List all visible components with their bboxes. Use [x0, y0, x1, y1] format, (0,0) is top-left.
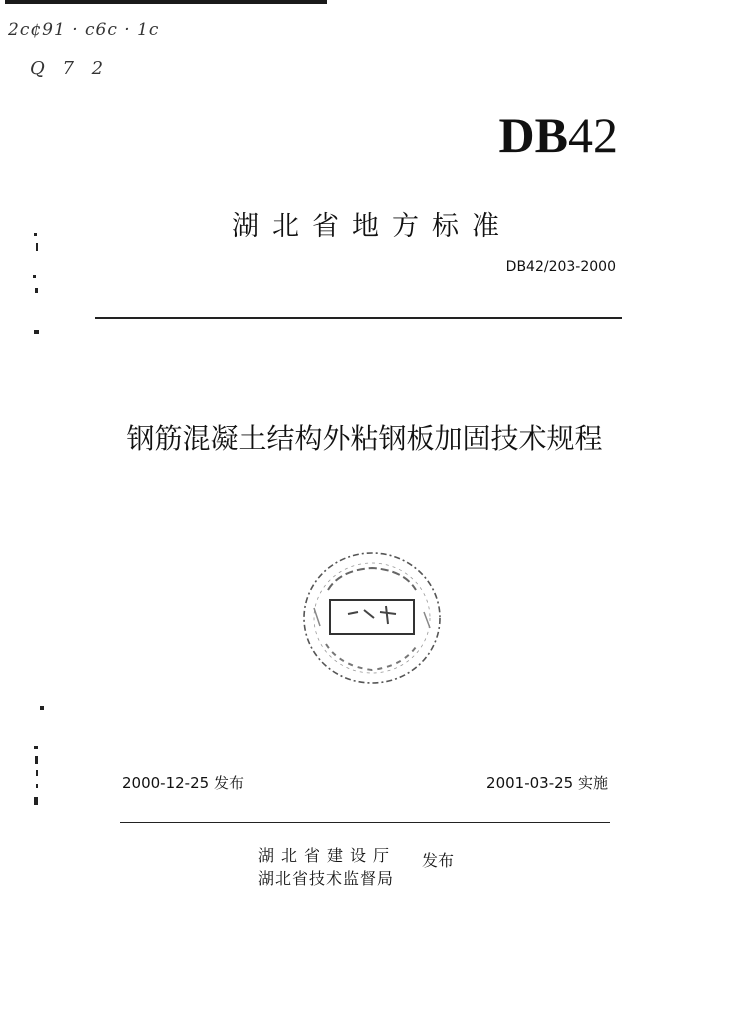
standard-category: 湖北省地方标准 — [232, 211, 512, 242]
standard-number: DB42/203-2000 — [505, 259, 616, 275]
standard-code — [498, 107, 618, 163]
handwritten-note-line1: 2c¢91 · c6c · 1c — [8, 20, 160, 40]
scan-top-edge — [5, 0, 327, 4]
issue-label: 发布 — [422, 851, 455, 870]
header-divider — [95, 317, 622, 319]
effective-date: 2001-03-25 实施 — [486, 774, 608, 792]
standard-code-prefix: DB — [498, 107, 568, 163]
standard-code-suffix: 42 — [568, 107, 618, 163]
footer-divider — [120, 822, 610, 823]
circular-seal-icon — [300, 548, 444, 688]
publish-date: 2000-12-25 发布 — [122, 774, 244, 792]
handwritten-note-line2: Q 7 2 — [30, 58, 110, 79]
issuer-tech-supervision-bureau: 湖北省技术监督局 — [258, 869, 395, 888]
document-title: 钢筋混凝土结构外粘钢板加固技术规程 — [126, 422, 603, 455]
issuer-construction-dept: 湖北省建设厅 — [258, 846, 397, 865]
